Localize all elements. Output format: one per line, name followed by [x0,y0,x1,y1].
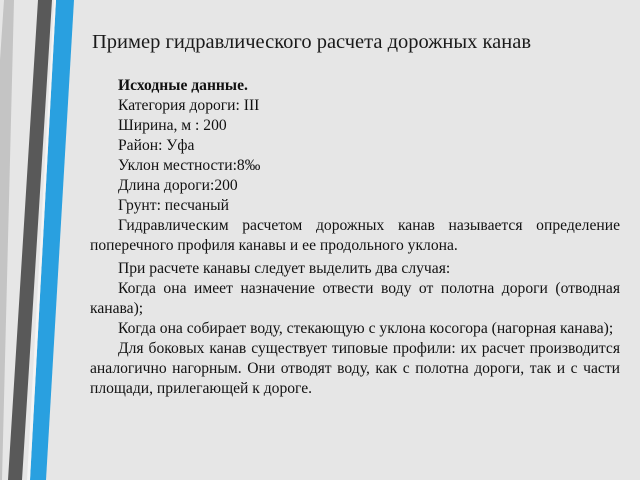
data-item-width: Ширина, м : 200 [118,117,227,134]
stripe-light [0,0,14,480]
decorative-stripes [0,0,80,480]
slide-body [90,76,620,399]
slide-title: Пример гидравлического расчета дорожных канав [92,31,532,53]
data-heading: Исходные данные. [118,77,248,94]
paragraph-definition: Гидравлическим расчетом дорожных канав называется определение поперечного профиля канавы и ее продольного уклона. [90,217,620,254]
paragraph-case-upland: Когда она собирает воду, стекающую с уклона косогора (нагорная канава); [118,320,614,337]
data-item-soil: Грунт: песчаный [118,197,230,214]
data-item-slope: Уклон местности:8‰ [118,157,261,174]
data-item-road-length: Длина дороги:200 [118,177,238,194]
data-item-region: Район: Уфа [118,137,195,154]
paragraph-case-drainage: Когда она имеет назначение отвести воду от полотна дороги (отводная канава); [90,280,620,317]
data-item-road-category: Категория дороги: III [118,97,260,114]
paragraph-side-ditches: Для боковых канав существует типовые профили: их расчет производится аналогично нагорным. Они отводят воду, как с полотна дороги, так и с части площади, прилегающей к дороге. [90,340,620,397]
paragraph-two-cases: При расчете канавы следует выделить два случая: [118,260,451,277]
